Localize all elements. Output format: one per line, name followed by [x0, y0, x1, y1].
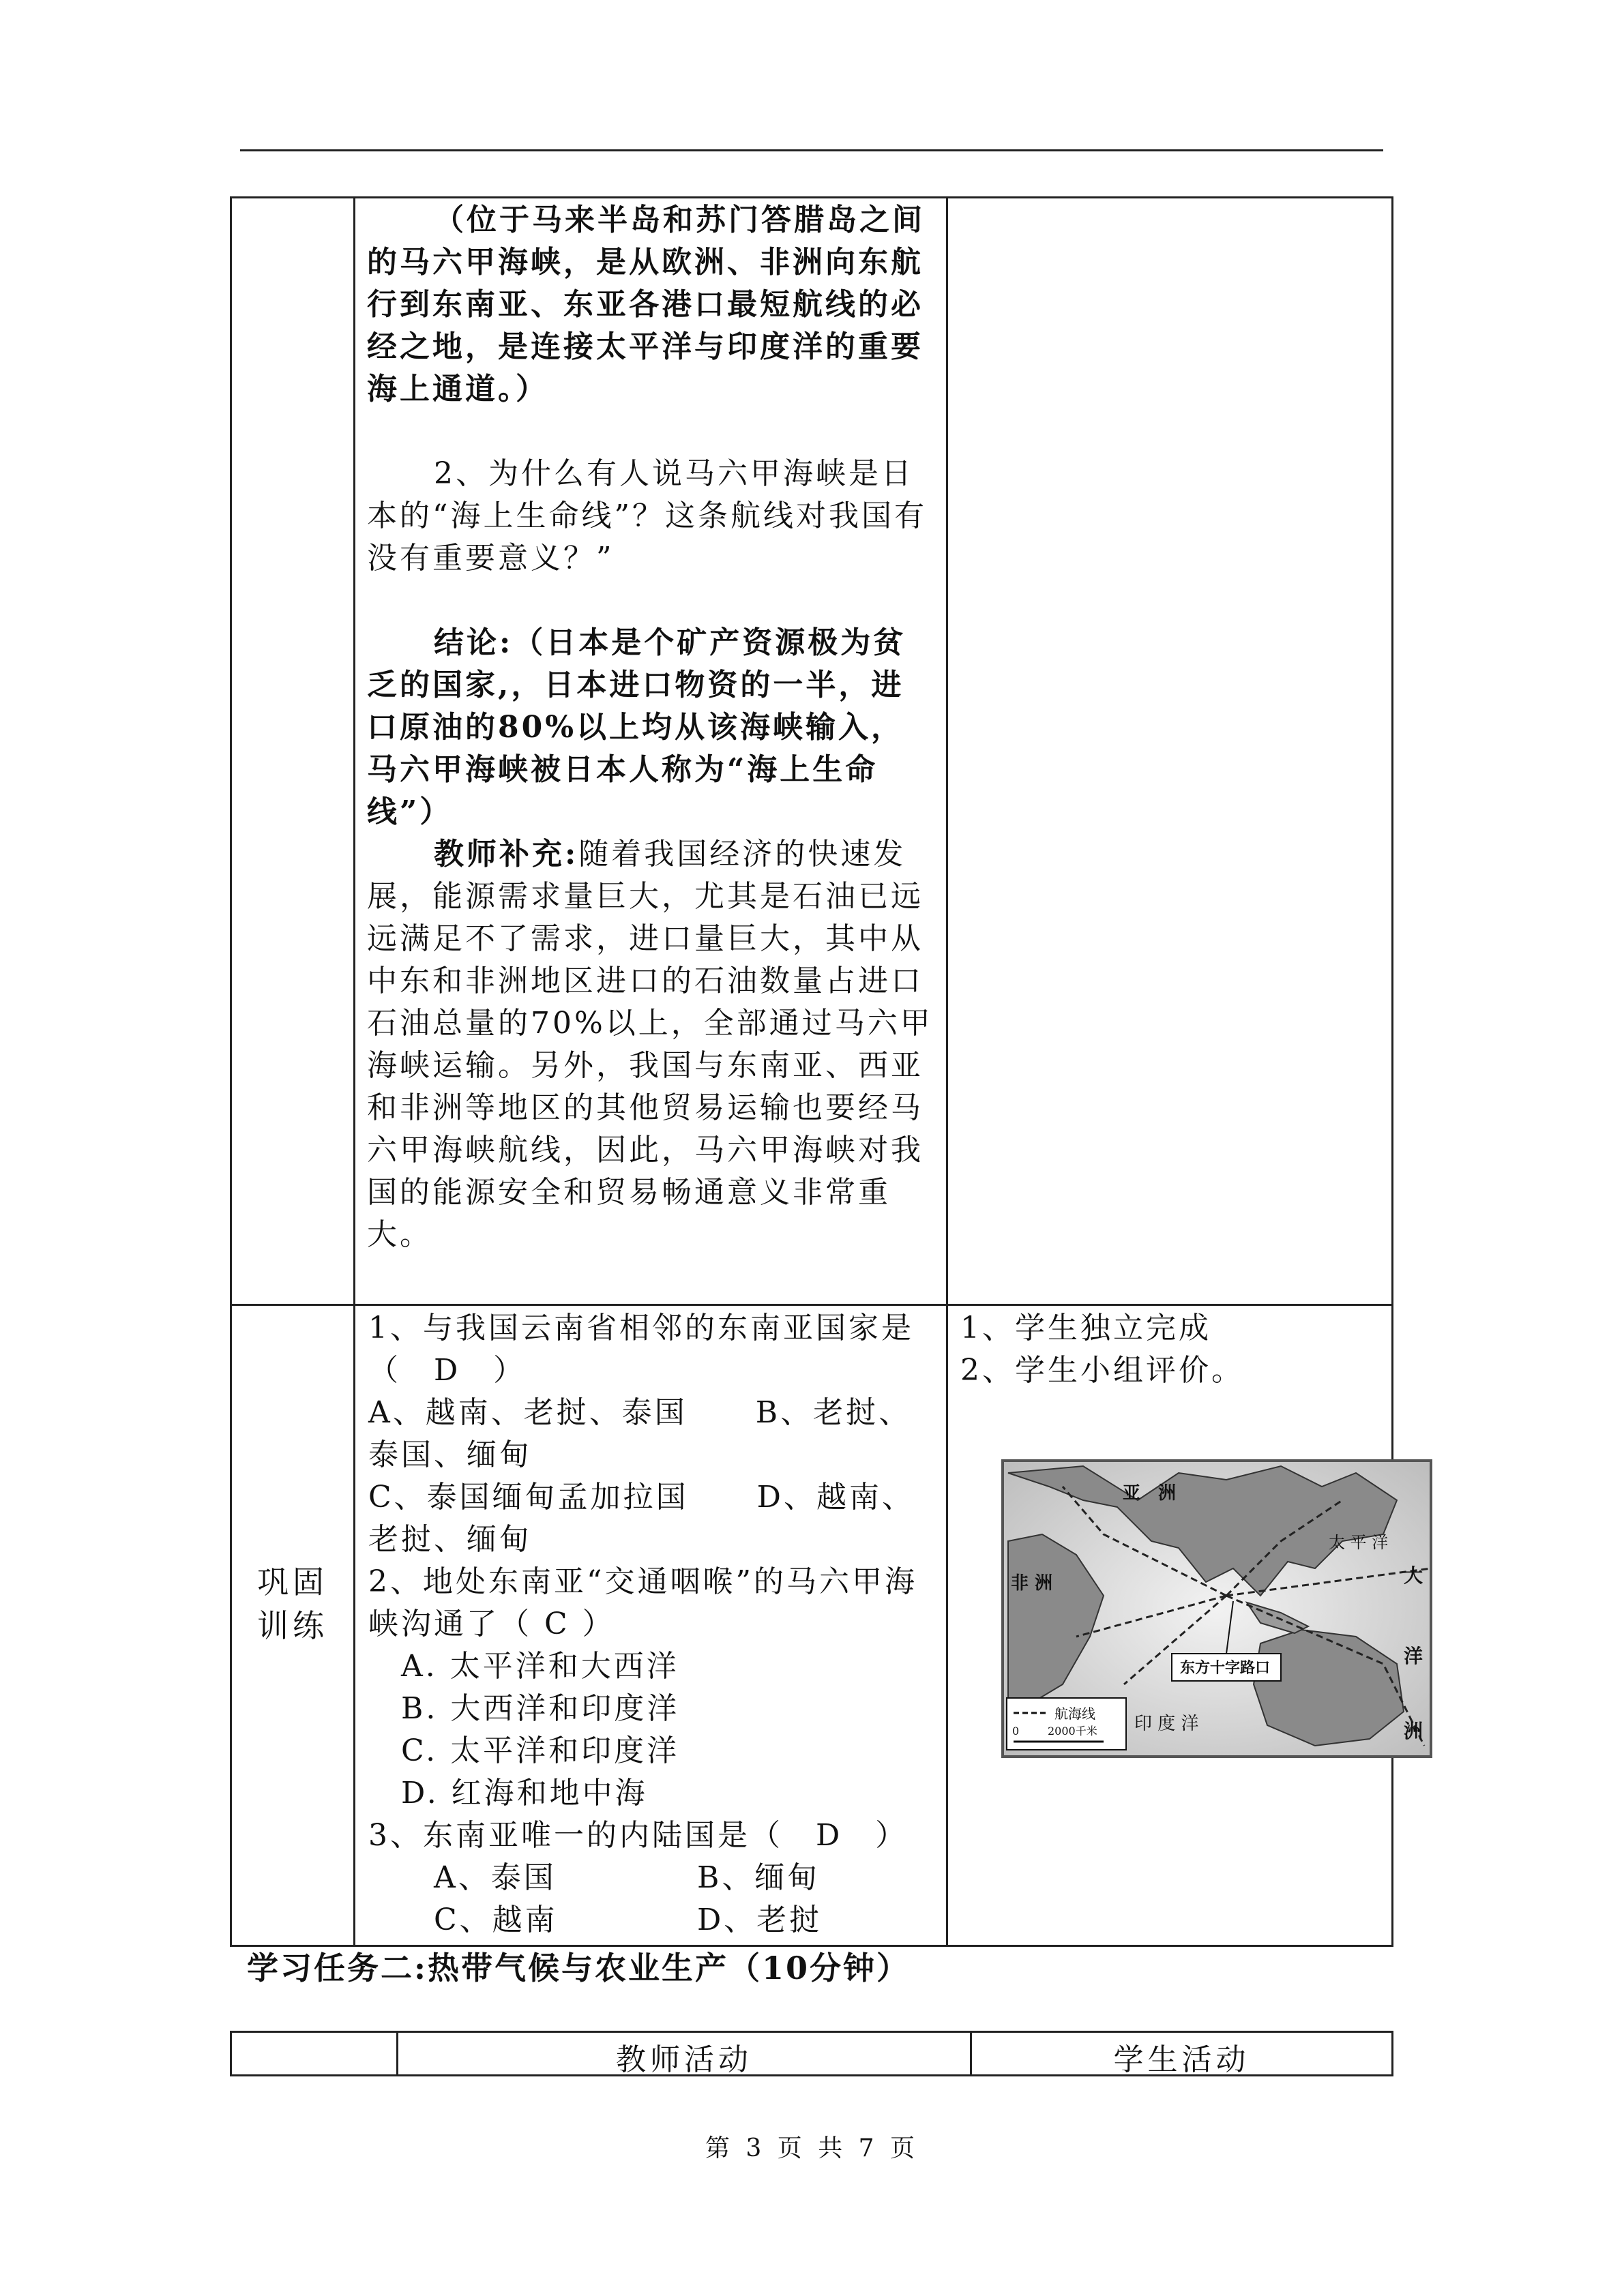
table2-left-border [230, 2031, 232, 2076]
q3-option-c: C、越南 [434, 1903, 558, 1937]
map-label-asia: 亚 洲 [1123, 1483, 1177, 1504]
supplement-paragraph [367, 833, 933, 1256]
student-activity-cell [960, 1307, 1383, 1392]
map-label-oceania-1: 大 [1404, 1564, 1423, 1587]
consolidation-label [232, 1560, 353, 1648]
map-label-crossroads: 东方十字路口 [1180, 1659, 1271, 1677]
table-col-divider-1 [353, 196, 355, 1947]
q1-option-b: B、老挝、泰国、缅甸 [368, 1395, 912, 1472]
exercise-q2: 2、地处东南亚“交通咽喉”的马六甲海峡沟通了（ C ） [368, 1564, 917, 1641]
exercise-q1: 1、与我国云南省相邻的东南亚国家是（ D ） [368, 1311, 914, 1388]
supplement-label: 教师补充: [434, 837, 579, 871]
table-left-border [230, 196, 232, 1947]
q2-option-b: B. 大西洋和印度洋 [401, 1691, 680, 1726]
q1-options-cd [368, 1476, 934, 1561]
q1-option-c: C、泰国缅甸孟加拉国 [368, 1480, 689, 1515]
table2-right-border [1391, 2031, 1393, 2076]
conclusion-label: 结论: [434, 625, 514, 660]
q3-option-b: B、缅甸 [697, 1860, 821, 1895]
q3-options-cd [368, 1899, 934, 1941]
map-label-indian-ocean: 印 度 洋 [1134, 1714, 1199, 1734]
legend-scale-label: 2000千米 [1048, 1725, 1097, 1738]
label-line-1: 巩固 [257, 1564, 328, 1600]
q3-option-a: A、泰国 [434, 1860, 557, 1895]
q2-option-c: C. 太平洋和印度洋 [401, 1733, 680, 1768]
q1-option-a: A、越南、老挝、泰国 [368, 1395, 688, 1430]
map-label-africa: 非 洲 [1011, 1573, 1053, 1594]
page-footer: 第 3 页 共 7 页 [705, 2134, 919, 2162]
supplement-text: 随着我国经济的快速发展，能源需求量巨大，尤其是石油已远远满足不了需求，进口量巨大，其中从中东和非洲地区进口的石油数量占进口石油总量的70%以上，全部通过马六甲海峡运输。另外，我国与东南亚、西亚和非洲等地区的其他贸易运输也要经马六甲海峡航线，因此，马六甲海峡对我国的能源安全和贸易畅通意义非常重大。 [367, 837, 933, 1252]
row1-content-cell [367, 199, 933, 1256]
legend-route-label: 航海线 [1054, 1705, 1095, 1722]
q1-options-ab [368, 1392, 934, 1476]
table-col-divider-2 [946, 196, 948, 1947]
task-2-title: 学习任务二:热带气候与农业生产（10分钟） [247, 1950, 910, 1986]
student-activity-header: 学生活动 [1113, 2042, 1250, 2077]
q1-option-d: D、越南、老挝、缅甸 [368, 1480, 915, 1557]
conclusion-paragraph [367, 622, 933, 833]
table2-top-border [230, 2031, 1393, 2033]
student-activity-1: 1、学生独立完成 [960, 1311, 1211, 1345]
table-row-divider [230, 1304, 1393, 1306]
student-activity-2: 2、学生小组评价。 [960, 1353, 1244, 1388]
header-rule [240, 149, 1383, 151]
exercise-q3: 3、东南亚唯一的内陆国是（ D ） [368, 1818, 909, 1853]
q3-option-d: D、老挝 [697, 1903, 823, 1937]
malacca-strait-map [1001, 1459, 1432, 1758]
q2-option-d: D. 红海和地中海 [401, 1776, 648, 1810]
table-top-border [230, 196, 1393, 198]
teacher-activity-header: 教师活动 [616, 2042, 752, 2077]
conclusion-text: （日本是个矿产资源极为贫乏的国家,，日本进口物资的一半，进口原油的80%以上均从该海峡输入，马六甲海峡被日本人称为“海上生命线”） [367, 625, 906, 829]
answer-1-text: （位于马来半岛和苏门答腊岛之间的马六甲海峡，是从欧洲、非洲向东航行到东南亚、东亚各港口最短航线的必经之地，是连接太平洋与印度洋的重要海上通道。） [367, 203, 925, 406]
legend-scale-zero: 0 [1012, 1725, 1020, 1738]
label-line-2: 训练 [257, 1607, 328, 1644]
map-label-oceania-3: 洲 [1404, 1720, 1423, 1742]
q3-options-ab [368, 1857, 934, 1899]
question-2-text: 2、为什么有人说马六甲海峡是日本的“海上生命线”？这条航线对我国有没有重要意义？” [367, 456, 927, 576]
exercise-cell [368, 1307, 934, 1941]
map-label-pacific: 太 平 洋 [1329, 1533, 1389, 1552]
map-label-oceania-2: 洋 [1404, 1645, 1423, 1667]
q2-option-a: A. 太平洋和大西洋 [401, 1649, 679, 1684]
